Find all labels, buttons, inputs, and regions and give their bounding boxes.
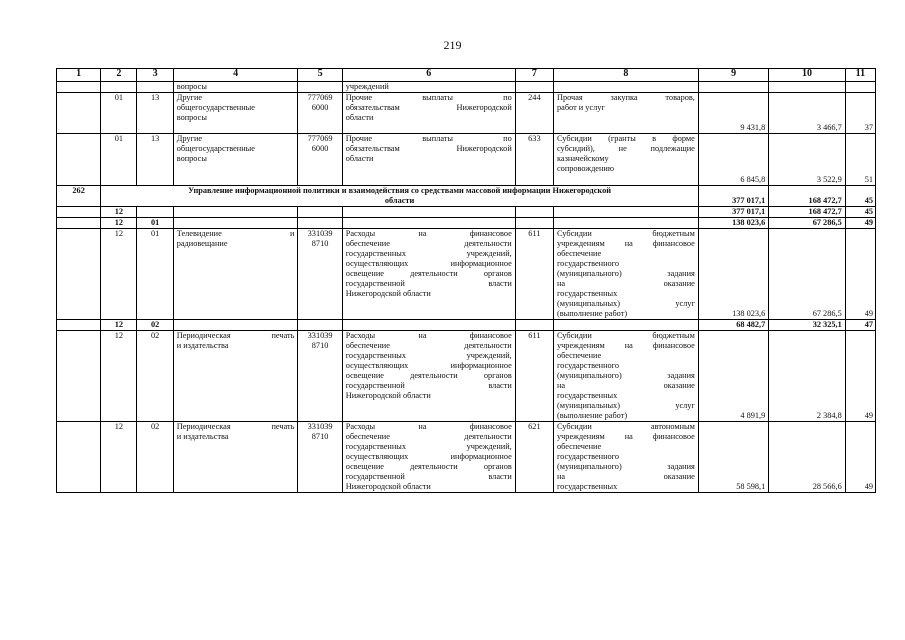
amount-actual: 28 566,6 xyxy=(769,422,845,493)
amount-plan: 58 598,1 xyxy=(698,422,768,493)
page-number: 219 xyxy=(443,38,462,52)
table-row xyxy=(57,331,876,422)
amount-actual: 3 466,7 xyxy=(769,93,845,134)
percent-executed: 49 xyxy=(845,218,875,229)
cell-line: общегосударственные xyxy=(176,144,255,153)
cell-line: Управление информационной политики и взаимодействия со средствами массовой информации Нижегородской xyxy=(188,186,612,195)
cell-line: Субсидии бюджетным xyxy=(556,229,695,238)
cell-line: Другие xyxy=(176,134,203,143)
section-name-cell xyxy=(173,134,298,186)
cell-line: государственной власти xyxy=(345,472,512,481)
cell-line: области xyxy=(345,113,374,122)
subsection-code: 02 xyxy=(137,331,173,422)
cell-line: вопросы xyxy=(176,154,207,163)
cell-line: государственных учреждений, xyxy=(345,442,512,451)
subsection-total-row xyxy=(57,218,876,229)
section-code: 12 xyxy=(101,207,137,218)
target-code-cell xyxy=(298,422,342,493)
table-row xyxy=(57,93,876,134)
cell-line: (выполнение работ) xyxy=(556,309,628,318)
cell-line: Прочая закупка товаров, xyxy=(556,93,695,102)
percent-executed: 51 xyxy=(845,134,875,186)
cell-line: осуществляющих информационное xyxy=(345,452,512,461)
percent-executed: 47 xyxy=(845,320,875,331)
cell-line: учреждениям на финансовое xyxy=(556,432,695,441)
cell-line: Субсидии (гранты в форме xyxy=(556,134,695,143)
cell-line: освещение деятельности органов xyxy=(345,462,512,471)
cell-line: и издательства xyxy=(176,432,229,441)
section-total-row xyxy=(57,207,876,218)
cell-line: обеспечение xyxy=(556,351,602,360)
target-code-cell xyxy=(298,134,342,186)
header-cell: 11 xyxy=(845,69,875,82)
department-code: 262 xyxy=(57,186,101,207)
cell-line: 331039 xyxy=(307,229,333,238)
header-cell: 5 xyxy=(298,69,342,82)
cell-line: субсидий), не подлежащие xyxy=(556,144,695,153)
cell-line: на оказание xyxy=(556,279,695,288)
cell-line: Субсидии бюджетным xyxy=(556,331,695,340)
percent-executed: 49 xyxy=(845,229,875,320)
cell-line: обеспечение xyxy=(556,442,602,451)
cell-line: Другие xyxy=(176,93,203,102)
amount-actual: 3 522,9 xyxy=(769,134,845,186)
amount-actual: 67 286,5 xyxy=(769,229,845,320)
section-name-cell xyxy=(173,82,298,93)
section-code: 12 xyxy=(101,320,137,331)
expense-name-cell xyxy=(342,82,515,93)
cell-line: Нижегородской области xyxy=(345,289,431,298)
percent-executed: 45 xyxy=(845,186,875,207)
table-row xyxy=(57,229,876,320)
subsection-code: 01 xyxy=(137,229,173,320)
cell-line: на оказание xyxy=(556,381,695,390)
subsection-code: 13 xyxy=(137,93,173,134)
expense-name-cell xyxy=(342,331,515,422)
cell-line: общегосударственные xyxy=(176,103,255,112)
amount-plan: 377 017,1 xyxy=(698,207,768,218)
expense-type-code: 633 xyxy=(515,134,553,186)
section-code: 01 xyxy=(101,93,137,134)
cell-line: области xyxy=(384,196,415,205)
cell-line: 6000 xyxy=(311,144,329,153)
table-row xyxy=(57,422,876,493)
cell-line: на оказание xyxy=(556,472,695,481)
target-code-cell xyxy=(298,331,342,422)
section-code: 12 xyxy=(101,331,137,422)
amount-plan: 9 431,8 xyxy=(698,93,768,134)
amount-plan: 68 482,7 xyxy=(698,320,768,331)
subsection-code: 01 xyxy=(137,218,173,229)
cell-line: осуществляющих информационное xyxy=(345,259,512,268)
cell-line: государственных xyxy=(556,391,618,400)
cell-line: Нижегородской области xyxy=(345,391,431,400)
header-cell: 2 xyxy=(101,69,137,82)
cell-line: освещение деятельности органов xyxy=(345,269,512,278)
expense-name-cell xyxy=(342,422,515,493)
cell-line: Прочие выплаты по xyxy=(345,134,512,143)
cell-line: 777069 xyxy=(307,93,333,102)
cell-line: Нижегородской области xyxy=(345,482,431,491)
section-code: 01 xyxy=(101,134,137,186)
cell-line: (муниципального) задания xyxy=(556,371,695,380)
expense-name-cell xyxy=(342,134,515,186)
cell-line: государственного xyxy=(556,259,620,268)
subsection-total-row xyxy=(57,320,876,331)
cell-line: и издательства xyxy=(176,341,229,350)
amount-actual: 168 472,7 xyxy=(769,207,845,218)
amount-actual: 67 286,5 xyxy=(769,218,845,229)
cell-line: обеспечение деятельности xyxy=(345,432,512,441)
percent-executed: 37 xyxy=(845,93,875,134)
expense-type-name-cell xyxy=(553,229,698,320)
cell-line: обеспечение деятельности xyxy=(345,341,512,350)
cell-line: государственных учреждений, xyxy=(345,249,512,258)
cell-line: (муниципальных) услуг xyxy=(556,299,695,308)
header-cell: 9 xyxy=(698,69,768,82)
cell-line: Расходы на финансовое xyxy=(345,422,512,431)
cell-line: осуществляющих информационное xyxy=(345,361,512,370)
expense-type-name-cell xyxy=(553,93,698,134)
cell-line: (муниципальных) услуг xyxy=(556,401,695,410)
table-row xyxy=(57,134,876,186)
section-code: 12 xyxy=(101,422,137,493)
expense-type-code: 621 xyxy=(515,422,553,493)
cell-line: Прочие выплаты по xyxy=(345,93,512,102)
cell-line: (выполнение работ) xyxy=(556,411,628,420)
expense-type-code: 611 xyxy=(515,331,553,422)
section-code: 12 xyxy=(101,229,137,320)
cell-line: учреждениям на финансовое xyxy=(556,341,695,350)
amount-actual: 32 325,1 xyxy=(769,320,845,331)
amount-plan: 6 845,8 xyxy=(698,134,768,186)
cell-line: обеспечение xyxy=(556,249,602,258)
department-title xyxy=(101,186,699,207)
amount-plan: 138 023,6 xyxy=(698,218,768,229)
header-cell: 6 xyxy=(342,69,515,82)
expense-type-code: 611 xyxy=(515,229,553,320)
expense-type-code: 244 xyxy=(515,93,553,134)
cell-line: Субсидии автономным xyxy=(556,422,695,431)
cell-line: Периодическая печать xyxy=(176,331,295,340)
cell-line: учреждениям на финансовое xyxy=(556,239,695,248)
cell-line: обеспечение деятельности xyxy=(345,239,512,248)
cell-line: государственных xyxy=(556,289,618,298)
amount-plan: 377 017,1 xyxy=(698,186,768,207)
percent-executed: 49 xyxy=(845,331,875,422)
cell-line: радиовещание xyxy=(176,239,228,248)
section-name-cell xyxy=(173,422,298,493)
cell-line: 6000 xyxy=(311,103,329,112)
cell-line: 8710 xyxy=(311,239,329,248)
header-cell: 8 xyxy=(553,69,698,82)
cell-line: (муниципального) задания xyxy=(556,462,695,471)
section-name-cell xyxy=(173,229,298,320)
budget-table xyxy=(56,68,876,493)
expense-type-name-cell xyxy=(553,422,698,493)
subsection-code: 02 xyxy=(137,422,173,493)
percent-executed: 49 xyxy=(845,422,875,493)
table-row xyxy=(57,82,876,93)
cell-line: Телевидение и xyxy=(176,229,295,238)
cell-line: 8710 xyxy=(311,432,329,441)
amount-actual: 168 472,7 xyxy=(769,186,845,207)
header-row xyxy=(57,69,876,82)
cell-line: государственных учреждений, xyxy=(345,351,512,360)
expense-name-cell xyxy=(342,93,515,134)
expense-name-cell xyxy=(342,229,515,320)
header-cell: 10 xyxy=(769,69,845,82)
cell-line: вопросы xyxy=(176,82,207,91)
cell-line: государственного xyxy=(556,361,620,370)
cell-line: области xyxy=(345,154,374,163)
cell-line: казначейскому xyxy=(556,154,609,163)
cell-line: обязательствам Нижегородской xyxy=(345,144,512,153)
cell-line: государственного xyxy=(556,452,620,461)
cell-line: (муниципального) задания xyxy=(556,269,695,278)
header-cell: 4 xyxy=(173,69,298,82)
amount-plan: 4 891,9 xyxy=(698,331,768,422)
header-cell: 7 xyxy=(515,69,553,82)
cell-line: 331039 xyxy=(307,331,333,340)
department-row xyxy=(57,186,876,207)
target-code-cell xyxy=(298,93,342,134)
section-name-cell xyxy=(173,93,298,134)
amount-actual: 2 384,8 xyxy=(769,331,845,422)
expense-type-name-cell xyxy=(553,134,698,186)
amount-plan: 138 023,6 xyxy=(698,229,768,320)
subsection-code: 13 xyxy=(137,134,173,186)
cell-line: вопросы xyxy=(176,113,207,122)
percent-executed: 45 xyxy=(845,207,875,218)
cell-line: освещение деятельности органов xyxy=(345,371,512,380)
expense-type-name-cell xyxy=(553,331,698,422)
cell-line: работ и услуг xyxy=(556,103,605,112)
cell-line: учреждений xyxy=(345,82,389,91)
cell-line: Расходы на финансовое xyxy=(345,331,512,340)
cell-line: обязательствам Нижегородской xyxy=(345,103,512,112)
cell-line: государственной власти xyxy=(345,381,512,390)
cell-line: государственной власти xyxy=(345,279,512,288)
cell-line: Периодическая печать xyxy=(176,422,295,431)
cell-line: государственных xyxy=(556,482,618,491)
section-code: 12 xyxy=(101,218,137,229)
cell-line: 8710 xyxy=(311,341,329,350)
header-cell: 1 xyxy=(57,69,101,82)
subsection-code: 02 xyxy=(137,320,173,331)
cell-line: сопровождению xyxy=(556,164,615,173)
target-code-cell xyxy=(298,229,342,320)
cell-line: Расходы на финансовое xyxy=(345,229,512,238)
header-cell: 3 xyxy=(137,69,173,82)
section-name-cell xyxy=(173,331,298,422)
cell-line: 777069 xyxy=(307,134,333,143)
cell-line: 331039 xyxy=(307,422,333,431)
